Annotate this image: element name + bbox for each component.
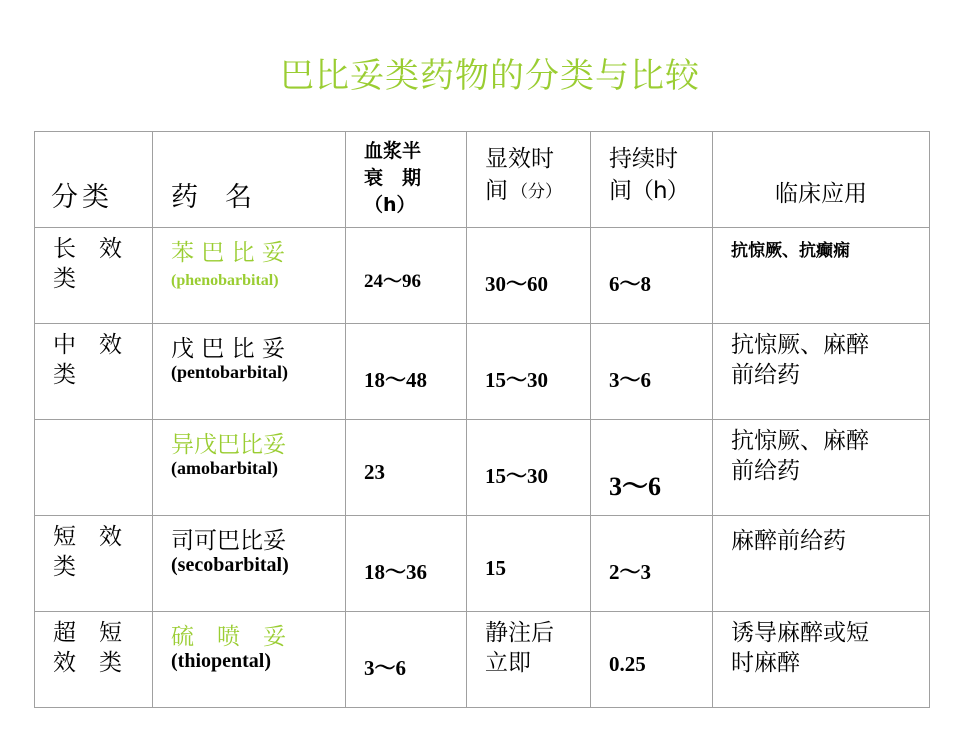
clinical-cell <box>713 516 930 612</box>
category-cell <box>35 516 153 612</box>
header-drug: 药 名 <box>171 182 252 213</box>
table-row <box>35 228 930 324</box>
drug-cell <box>153 420 346 516</box>
clinical-use: 诱导麻醉或短 时麻醉 <box>731 620 869 676</box>
header-category-cell <box>35 132 153 228</box>
onset-cell <box>467 420 591 516</box>
category-cell <box>35 420 153 516</box>
onset-cell <box>467 324 591 420</box>
clinical-use: 抗惊厥、抗癫痫 <box>731 241 850 261</box>
category-label: 超 短 效 类 <box>53 620 122 676</box>
drug-cell <box>153 612 346 708</box>
header-onset-main: 显效时 <box>485 146 554 172</box>
category-cell <box>35 612 153 708</box>
header-clinical: 临床应用 <box>775 181 867 207</box>
onset-value: 15～30 <box>485 464 548 488</box>
clinical-use: 抗惊厥、麻醉 前给药 <box>731 332 869 388</box>
duration-cell <box>591 516 713 612</box>
half-life-cell <box>346 516 467 612</box>
clinical-use: 抗惊厥、麻醉 前给药 <box>731 428 869 484</box>
half-life-value: 18～48 <box>364 368 427 392</box>
drug-cell <box>153 516 346 612</box>
clinical-cell <box>713 324 930 420</box>
category-label: 中 效 类 <box>53 332 122 388</box>
half-life-cell <box>346 324 467 420</box>
duration-value: 3～6 <box>609 368 651 392</box>
header-duration-cell <box>591 132 713 228</box>
half-life-cell <box>346 420 467 516</box>
drug-cell <box>153 324 346 420</box>
drug-name-en: (phenobarbital) <box>171 272 279 289</box>
clinical-cell <box>713 420 930 516</box>
header-onset-sub-b: （分） <box>511 182 562 202</box>
drug-name-cn: 硫 喷 妥 <box>171 624 286 650</box>
onset-value: 静注后 立即 <box>485 620 554 676</box>
onset-value: 30～60 <box>485 272 548 296</box>
clinical-use: 麻醉前给药 <box>731 528 846 554</box>
clinical-cell <box>713 612 930 708</box>
table-row <box>35 516 930 612</box>
drug-name-en: (amobarbital) <box>171 458 278 478</box>
duration-cell <box>591 228 713 324</box>
header-duration-main: 持续时 <box>609 146 678 172</box>
onset-cell <box>467 612 591 708</box>
duration-cell <box>591 324 713 420</box>
onset-value: 15～30 <box>485 368 548 392</box>
drug-name-cn: 异戊巴比妥 <box>171 432 286 458</box>
duration-value: 6～8 <box>609 272 651 296</box>
half-life-cell <box>346 228 467 324</box>
category-cell <box>35 324 153 420</box>
header-duration-sub: 间（h） <box>609 178 689 204</box>
onset-cell <box>467 228 591 324</box>
duration-value: 3～6 <box>609 472 662 501</box>
duration-value: 0.25 <box>609 652 646 676</box>
duration-value: 2～3 <box>609 560 651 584</box>
table-row <box>35 420 930 516</box>
drug-name-cn: 苯 巴 比 妥 <box>171 240 285 266</box>
header-half-life: 血浆半 衰 期 （h） <box>364 140 422 216</box>
barbiturate-comparison-table <box>34 131 930 708</box>
drug-name-cn: 戊 巴 比 妥 <box>171 336 285 362</box>
onset-value: 15 <box>485 556 506 580</box>
category-label: 短 效 类 <box>53 524 122 580</box>
category-label: 长 效 类 <box>53 236 122 292</box>
half-life-value: 3～6 <box>364 656 406 680</box>
drug-name-en: (thiopental) <box>171 650 271 672</box>
category-cell <box>35 228 153 324</box>
drug-cell <box>153 228 346 324</box>
header-drug-cell <box>153 132 346 228</box>
half-life-value: 18～36 <box>364 560 427 584</box>
duration-cell <box>591 420 713 516</box>
drug-name-en: (pentobarbital) <box>171 362 288 382</box>
onset-cell <box>467 516 591 612</box>
header-onset-sub-a: 间 <box>485 178 508 204</box>
table-row <box>35 612 930 708</box>
header-clinical-cell <box>713 132 930 228</box>
table-row <box>35 324 930 420</box>
duration-cell <box>591 612 713 708</box>
page-title: 巴比妥类药物的分类与比较 <box>280 56 700 96</box>
drug-name-en: (secobarbital) <box>171 554 289 576</box>
header-category: 分类 <box>51 182 113 213</box>
header-onset-cell <box>467 132 591 228</box>
clinical-cell <box>713 228 930 324</box>
drug-name-cn: 司可巴比妥 <box>171 528 286 554</box>
half-life-value: 23 <box>364 460 385 484</box>
half-life-cell <box>346 612 467 708</box>
header-half-life-cell <box>346 132 467 228</box>
table-header-row <box>35 132 930 228</box>
half-life-value: 24～96 <box>364 271 422 292</box>
